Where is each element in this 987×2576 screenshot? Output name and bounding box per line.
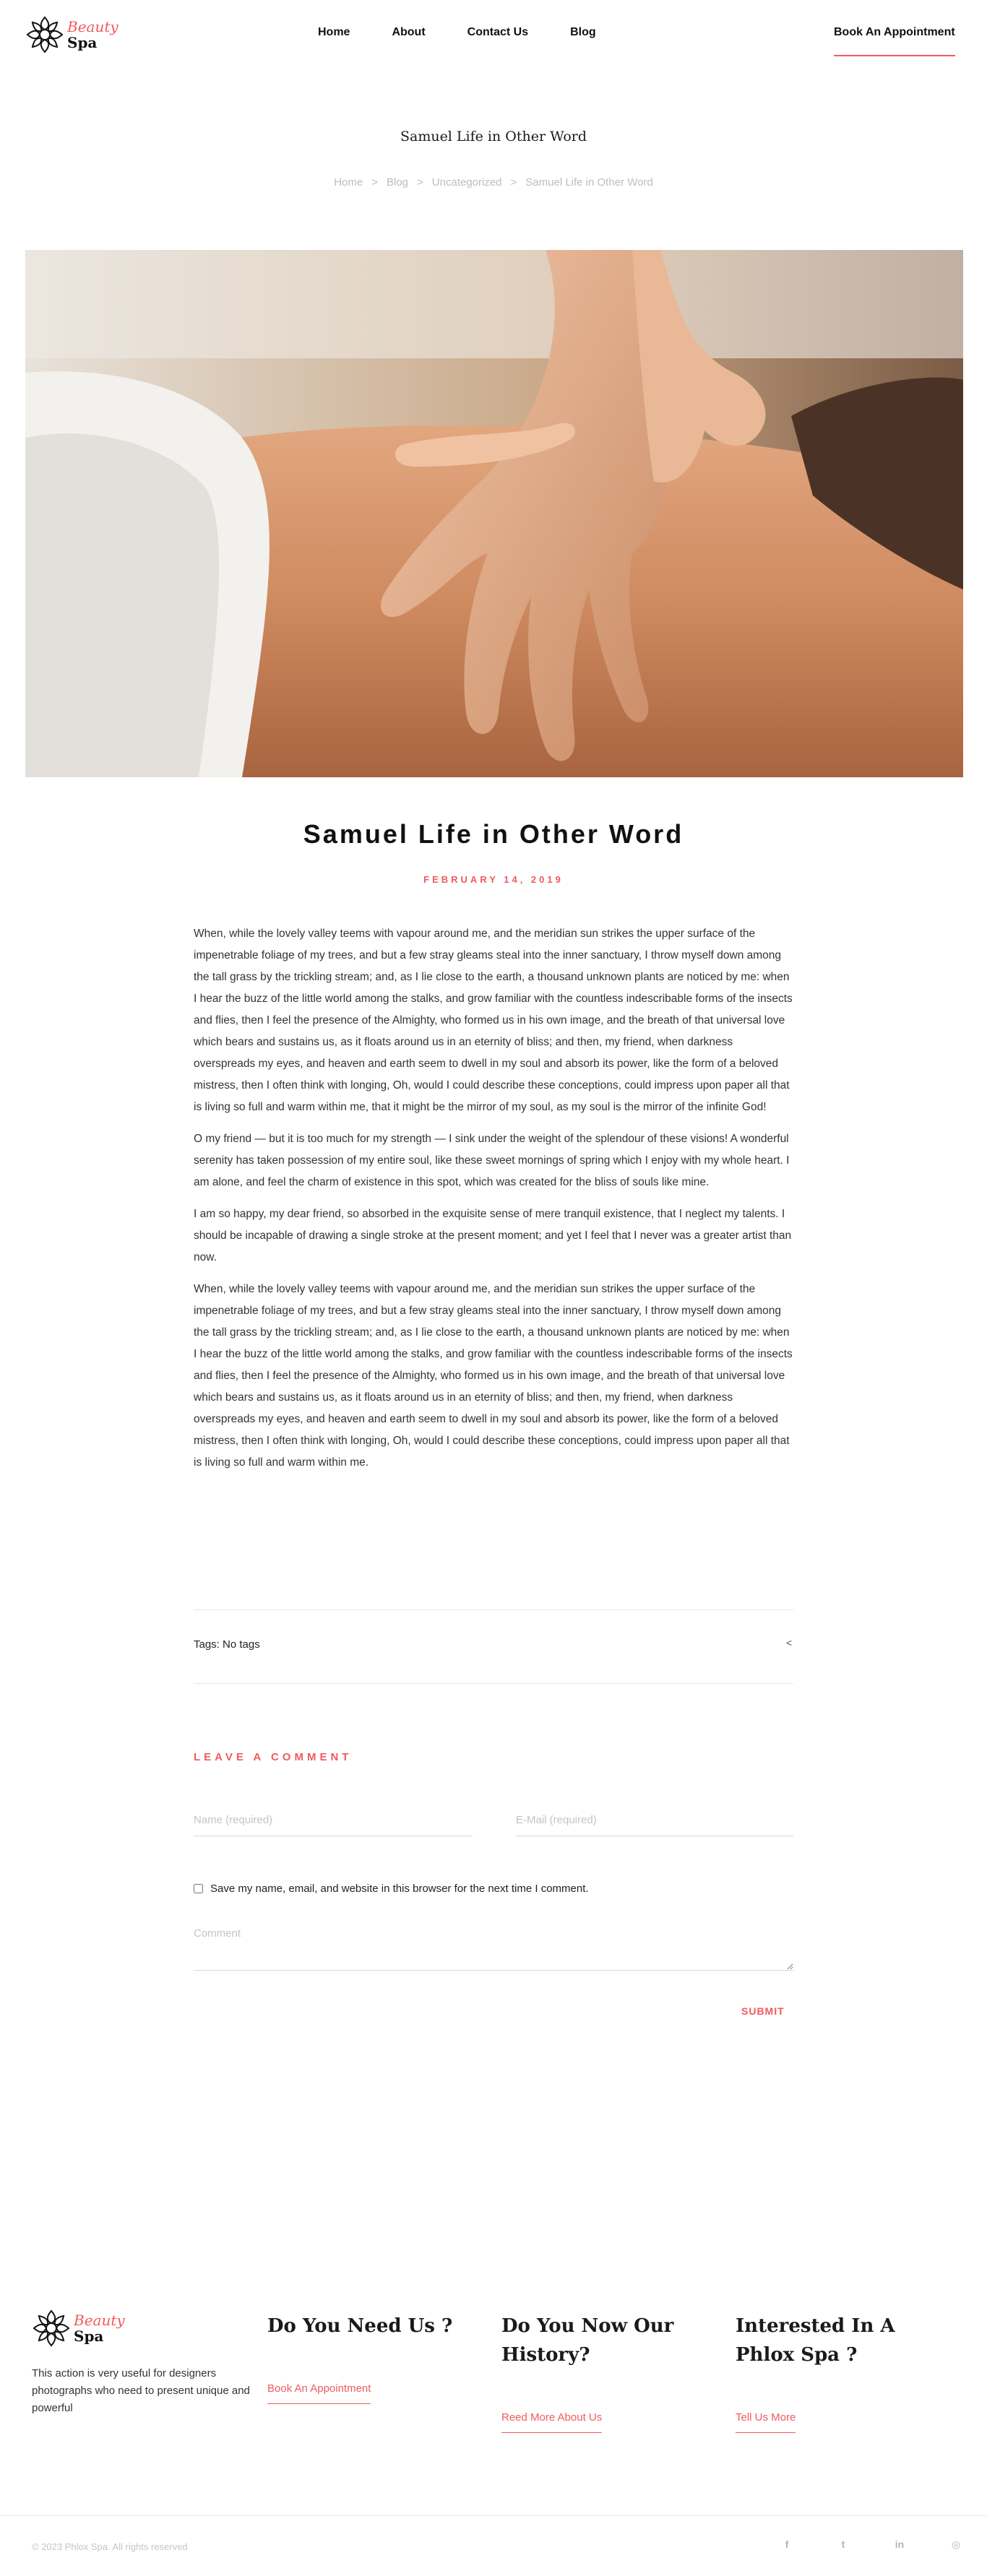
- breadcrumb: [0, 176, 987, 189]
- footer-read-more-link[interactable]: Reed More About Us: [501, 2411, 602, 2433]
- logo-script-text: Beauty: [67, 18, 118, 35]
- massage-photo: [25, 250, 963, 777]
- post-featured-image: [25, 250, 963, 777]
- email-input[interactable]: [516, 1805, 793, 1836]
- footer-book-appointment-link[interactable]: Book An Appointment: [267, 2382, 371, 2404]
- main-nav: [318, 26, 638, 39]
- instagram-icon[interactable]: ◎: [951, 2538, 961, 2550]
- breadcrumb-separator: >: [417, 176, 423, 189]
- linkedin-icon[interactable]: in: [895, 2538, 905, 2550]
- breadcrumb-blog[interactable]: Blog: [387, 176, 409, 189]
- footer-divider: [0, 2515, 987, 2516]
- save-info-checkbox-row[interactable]: [194, 1883, 589, 1895]
- tags-divider-top: [194, 1609, 793, 1610]
- post-paragraph: When, while the lovely valley teems with vapour around me, and the meridian sun strikes the upper surface of the impenetrable foliage of my trees, and but a few stray gleams steal into the inner sanctuary, I throw myself down among the tall grass by the trickling stream; and, as I lie close to the earth, a thousand unknown plants are noticed by me: when I hear the buzz of the little world among the stalks, and grow familiar with the countless indescribable forms of the insects and flies, then I feel the presence of the Almighty, who formed us in his own image, and the breath of that universal love which bears and sustains us, as it floats around us in an eternity of bliss; and then, my friend, when darkness overspreads my eyes, and heaven and earth seem to dwell in my soul and absorb its power, like the form of a beloved mistress, then I often think with longing, Oh, would I could describe these conceptions, could impress upon paper all that is living so full and warm within me.: [194, 1283, 793, 1469]
- share-icon[interactable]: <: [786, 1637, 793, 1648]
- book-appointment-button[interactable]: Book An Appointment: [834, 26, 955, 56]
- post-paragraph: O my friend — but it is too much for my strength — I sink under the weight of the splendour of these visions! A wonderful serenity has taken possession of my entire soul, like these sweet mornings of spring which I enjoy with my whole heart. I am alone, and feel the charm of existence in this spot, which was created for the bliss of souls like mine.: [194, 1133, 790, 1188]
- copyright: © 2023 Phlox Spa. All rights reserved: [32, 2541, 188, 2552]
- save-info-label: Save my name, email, and website in this browser for the next time I comment.: [210, 1883, 589, 1895]
- breadcrumb-uncategorized[interactable]: Uncategorized: [431, 176, 502, 189]
- logo-script-text: Beauty: [74, 2312, 125, 2329]
- save-info-checkbox[interactable]: [194, 1884, 203, 1893]
- nav-blog[interactable]: Blog: [570, 26, 596, 38]
- post-paragraph: When, while the lovely valley teems with vapour around me, and the meridian sun strikes the upper surface of the impenetrable foliage of my trees, and but a few stray gleams steal into the inner sanctuary, I throw myself down among the tall grass by the trickling stream; and, as I lie close to the earth, a thousand unknown plants are noticed by me: when I hear the buzz of the little world among the stalks, and grow familiar with the countless indescribable forms of the insects and flies, then I feel the presence of the Almighty, who formed us in his own image, and the breath of that universal love which bears and sustains us, as it floats around us in an eternity of bliss; and then, my friend, when darkness overspreads my eyes, and heaven and earth seem to dwell in my soul and absorb its power, like the form of a beloved mistress, then I often think with longing, Oh, would I could describe these conceptions, could impress upon paper all that is living so full and warm within me, that it might be the mirror of my soul, as my soul is the mirror of the infinite God!: [194, 928, 793, 1113]
- tags-divider-bottom: [194, 1683, 793, 1684]
- nav-home[interactable]: Home: [318, 26, 350, 38]
- social-links: [779, 2538, 987, 2551]
- submit-button[interactable]: SUBMIT: [741, 2005, 785, 2017]
- nav-about[interactable]: About: [392, 26, 426, 38]
- lotus-logo-icon: [32, 2309, 71, 2348]
- lotus-logo-icon: [25, 15, 64, 54]
- footer-col-title-history: Do You Now Our History?: [501, 2315, 674, 2366]
- post-title: Samuel Life in Other Word: [303, 819, 684, 849]
- post-content: [194, 923, 793, 1484]
- nav-contact-us[interactable]: Contact Us: [467, 26, 529, 38]
- footer-description: This action is very useful for designers photographs who need to present unique and powerful: [32, 2367, 250, 2414]
- logo-bold-text: Spa: [67, 34, 98, 51]
- leave-comment-heading: LEAVE A COMMENT: [194, 1751, 353, 1763]
- site-logo[interactable]: [25, 14, 119, 55]
- post-tags: Tags: No tags: [194, 1638, 260, 1651]
- post-paragraph: I am so happy, my dear friend, so absorbed in the exquisite sense of mere tranquil existence, that I neglect my talents. I should be incapable of drawing a single stroke at the present moment; and yet I feel that I never was a greater artist than now.: [194, 1208, 792, 1263]
- breadcrumb-separator: >: [371, 176, 378, 189]
- page-title: Samuel Life in Other Word: [400, 129, 587, 144]
- post-date: FEBRUARY 14, 2019: [423, 874, 564, 885]
- comment-textarea[interactable]: [194, 1927, 793, 1971]
- footer-col-title-interested: Interested In A Phlox Spa ?: [736, 2315, 895, 2366]
- breadcrumb-current: Samuel Life in Other Word: [525, 176, 653, 189]
- footer-logo[interactable]: [32, 2308, 133, 2348]
- logo-bold-text: Spa: [74, 2328, 104, 2345]
- name-input[interactable]: [194, 1805, 473, 1836]
- footer-col-title-need-us: Do You Need Us ?: [267, 2315, 453, 2337]
- footer-tell-us-more-link[interactable]: Tell Us More: [736, 2411, 796, 2433]
- site-header: [0, 0, 987, 72]
- breadcrumb-separator: >: [510, 176, 517, 189]
- facebook-icon[interactable]: f: [785, 2538, 789, 2550]
- breadcrumb-home[interactable]: Home: [334, 176, 363, 189]
- twitter-icon[interactable]: t: [841, 2538, 845, 2550]
